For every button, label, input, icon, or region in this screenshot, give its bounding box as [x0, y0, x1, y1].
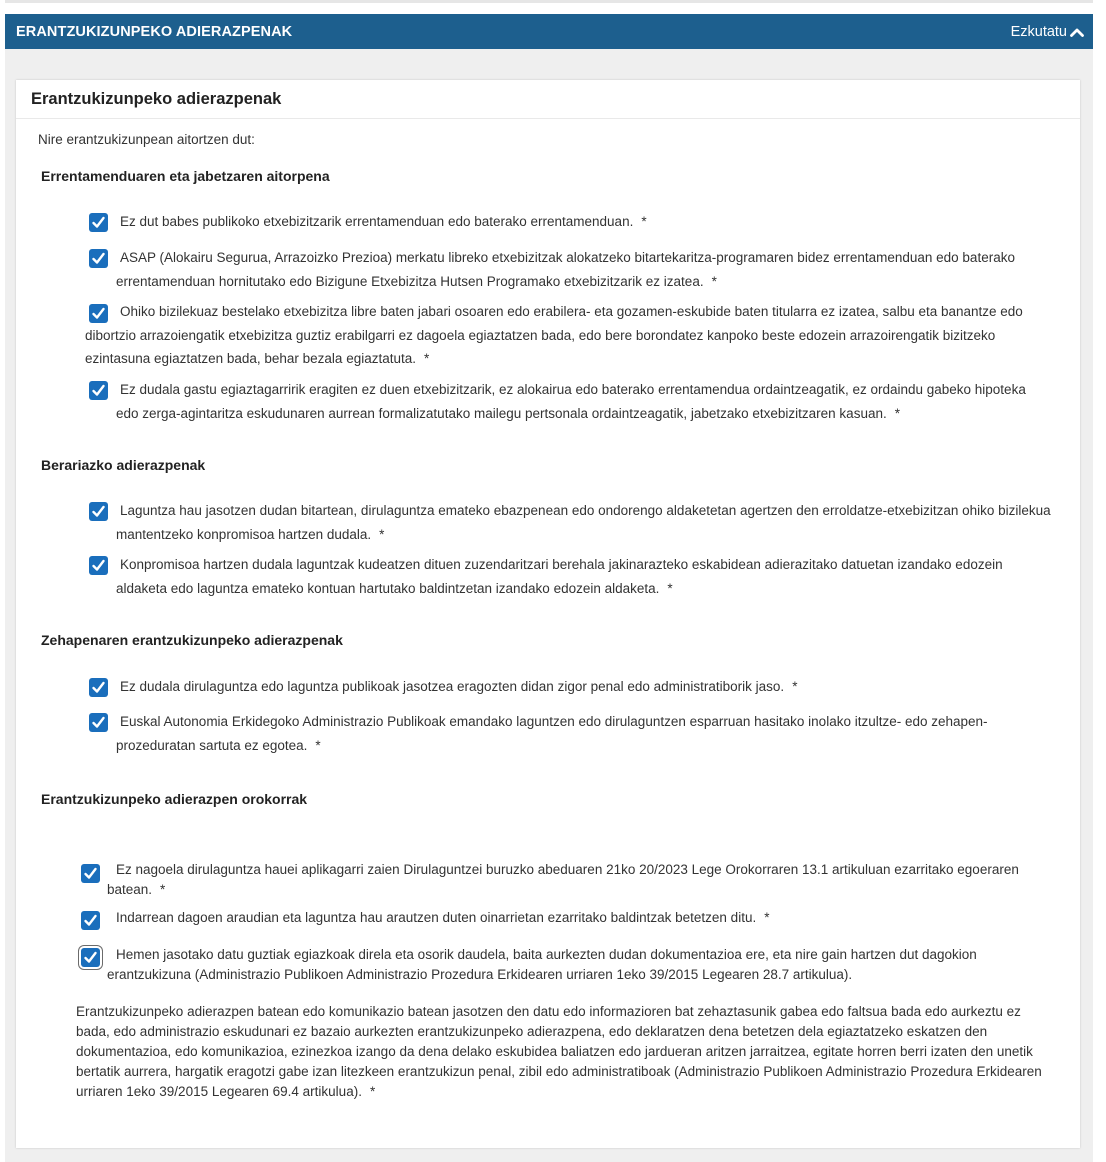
checkmark-icon: [91, 558, 106, 573]
required-mark: *: [667, 580, 673, 596]
checkbox-tenancy-2[interactable]: [89, 249, 108, 268]
checkmark-icon: [83, 950, 98, 965]
section-heading-specific: Berariazko adierazpenak: [41, 457, 206, 473]
checkmark-icon: [83, 866, 98, 881]
section-heading-tenancy: Errentamenduaren eta jabetzaren aitorpena: [41, 168, 330, 184]
item-label: Ez nagoela dirulaguntza hauei aplikagarri zaien Dirulaguntzei buruzko abeduaren 21ko 20/2023 Lege Orokorraren 13.1 artikuluan ezarritako egoeraren batean.: [107, 862, 1019, 897]
section-header-title: ERANTZUKIZUNPEKO ADIERAZPENAK: [16, 23, 293, 40]
item-label: Ez dudala dirulaguntza edo laguntza publikoak jasotzea eragozten didan zigor penal edo administratiborik jaso.: [120, 679, 785, 694]
item-text-general-2: [107, 908, 1052, 928]
collapse-toggle-label: Ezkutatu: [1010, 23, 1067, 40]
item-text-specific-1: [116, 499, 1051, 546]
required-mark: *: [641, 214, 647, 229]
collapse-toggle[interactable]: [1011, 24, 1084, 40]
required-mark: *: [160, 882, 166, 897]
intro-text: Nire erantzukizunpean aitortzen dut:: [38, 132, 255, 147]
required-mark: *: [894, 405, 900, 421]
top-divider: [5, 0, 1093, 3]
item-text-general-1: [107, 860, 1052, 900]
checkmark-icon: [91, 383, 106, 398]
item-text-tenancy-3: [85, 300, 1051, 371]
checkbox-specific-1[interactable]: [89, 502, 108, 521]
legal-notice-text: Erantzukizunpeko adierazpen batean edo komunikazio batean jasotzen den datu edo informazioren bat zehaztasunik gabea edo faltsua bada edo aurkeztu ez bada, edo administrazio eskudunari ez bazaio aurkezten erantzukizunpeko adierazpena, edo deklaratzen dena betetzen dela egiaztatzeko eskatzen den dokumentazioa, edo komunikazioa, ezinezkoa izango da dena delako eskubidea baliatzen edo jardueran aritzen jarraitzea, egitate horren berri izaten den unetik bertatik aurrera, hargatik eragotzi gabe izan litezkeen erantzukizun penal, zibil edo administratiboak (Administrazio Publikoen Administrazio Prozedura Erkidearen urriaren 1eko 39/2015 Legearen 69.4 artikulua).: [76, 1004, 1042, 1099]
item-label: Euskal Autonomia Erkidegoko Administrazio Publikoak emandako laguntzen edo dirulaguntzen esparruan hasitako inolako itzultze- edo zehapen-prozeduratan sartuta ez egotea.: [116, 714, 988, 753]
item-label: Ez dut babes publikoko etxebizitzarik errentamenduan edo baterako errentamenduan.: [120, 214, 634, 229]
item-label: ASAP (Alokairu Segurua, Arrazoizko Prezioa) merkatu libreko etxebizitzak alokatzeko bitartekaritza-programaren bidez errentamenduan edo baterako errentamenduan hornitutako edo Bizigune Etxebizitza Hutsen Programako etxebizitzarik ez izatea.: [116, 250, 1015, 289]
item-text-general-3: [107, 945, 1052, 985]
required-mark: *: [424, 351, 430, 366]
item-label: Laguntza hau jasotzen dudan bitartean, dirulaguntza emateko ebazpenean edo ondorengo aldaketetan agertzen den erroldatze-etxebizitzan ohiko bizilekua mantentzeko konpromisoa hartzen dudala.: [116, 503, 1051, 542]
checkbox-general-2[interactable]: [81, 911, 100, 930]
card-title: Erantzukizunpeko adierazpenak: [31, 90, 282, 108]
item-text-tenancy-1: [90, 210, 1050, 234]
item-label: Ohiko bizilekuaz bestelako etxebizitza libre baten jabari osoaren edo erabilera- eta gozamen-eskubide baten titularra ez izatea, salbu eta banantze edo dibortzio arrazoiengatik etxebizitza guztiz erabilgarri ez dagoela egiaztatzen bada, edo bere borondatez kanpoko beste edozein arrazoirengatik bizitzeko ezintasuna egiaztatzen bada, behar bezala egiaztatuta.: [85, 304, 1023, 366]
required-mark: *: [792, 679, 798, 694]
section-heading-sanctions: Zehapenaren erantzukizunpeko adierazpenak: [41, 632, 343, 648]
item-label: Indarrean dagoen araudian eta laguntza hau arautzen duten oinarrietan ezarritako baldintzak betetzen ditu.: [116, 910, 757, 925]
item-text-sanctions-1: [90, 675, 1050, 699]
item-label: Ez dudala gastu egiaztagarririk eragiten ez duen etxebizitzarik, ez alokairua edo baterako errentamendua ordaintzeagatik, ez ordaindu gabeko hipoteka edo zerga-agintaritza eskudunaren aurrean formalizatutako mailegu pertsonala ordaintzeagatik, jabetzako etxebizitzaren kasuan.: [116, 382, 1026, 421]
checkbox-general-1[interactable]: [81, 864, 100, 883]
section-header: [5, 14, 1093, 49]
item-text-sanctions-2: [116, 710, 1051, 757]
checkmark-icon: [91, 504, 106, 519]
checkbox-specific-2[interactable]: [89, 556, 108, 575]
required-mark: *: [711, 273, 717, 289]
checkbox-sanctions-2[interactable]: [89, 713, 108, 732]
checkmark-icon: [83, 913, 98, 928]
legal-notice: [76, 1002, 1051, 1102]
declarations-card: [16, 80, 1080, 1148]
required-mark: *: [379, 526, 385, 542]
item-text-tenancy-2: [116, 246, 1051, 293]
item-label: Hemen jasotako datu guztiak egiazkoak direla eta osorik daudela, baita aurkezten dudan dokumentazioa ere, eta nire gain hartzen dut dagokion erantzukizuna (Administrazio Publikoen Administrazio Prozedura Erkidearen urriaren 1eko 39/2015 Legearen 28.7 artikulua).: [107, 947, 977, 982]
required-mark: *: [315, 737, 321, 753]
required-mark: *: [369, 1084, 376, 1099]
item-text-specific-2: [116, 553, 1051, 600]
section-heading-general: Erantzukizunpeko adierazpen orokorrak: [41, 791, 308, 807]
card-divider: [16, 118, 1080, 119]
checkbox-general-3[interactable]: [81, 948, 100, 967]
item-text-tenancy-4: [116, 378, 1051, 425]
checkmark-icon: [91, 251, 106, 266]
checkbox-tenancy-4[interactable]: [89, 381, 108, 400]
item-label: Konpromisoa hartzen dudala laguntzak kudeatzen dituen zuzendaritzari berehala jakinarazteko eskabidean adierazitako datuetan izandako edozein aldaketa edo laguntza emateko kontuan hartutako baldintzetan izandako edozein aldaketa.: [116, 557, 1003, 596]
checkmark-icon: [91, 715, 106, 730]
chevron-up-icon: [1070, 27, 1084, 37]
required-mark: *: [764, 910, 770, 925]
